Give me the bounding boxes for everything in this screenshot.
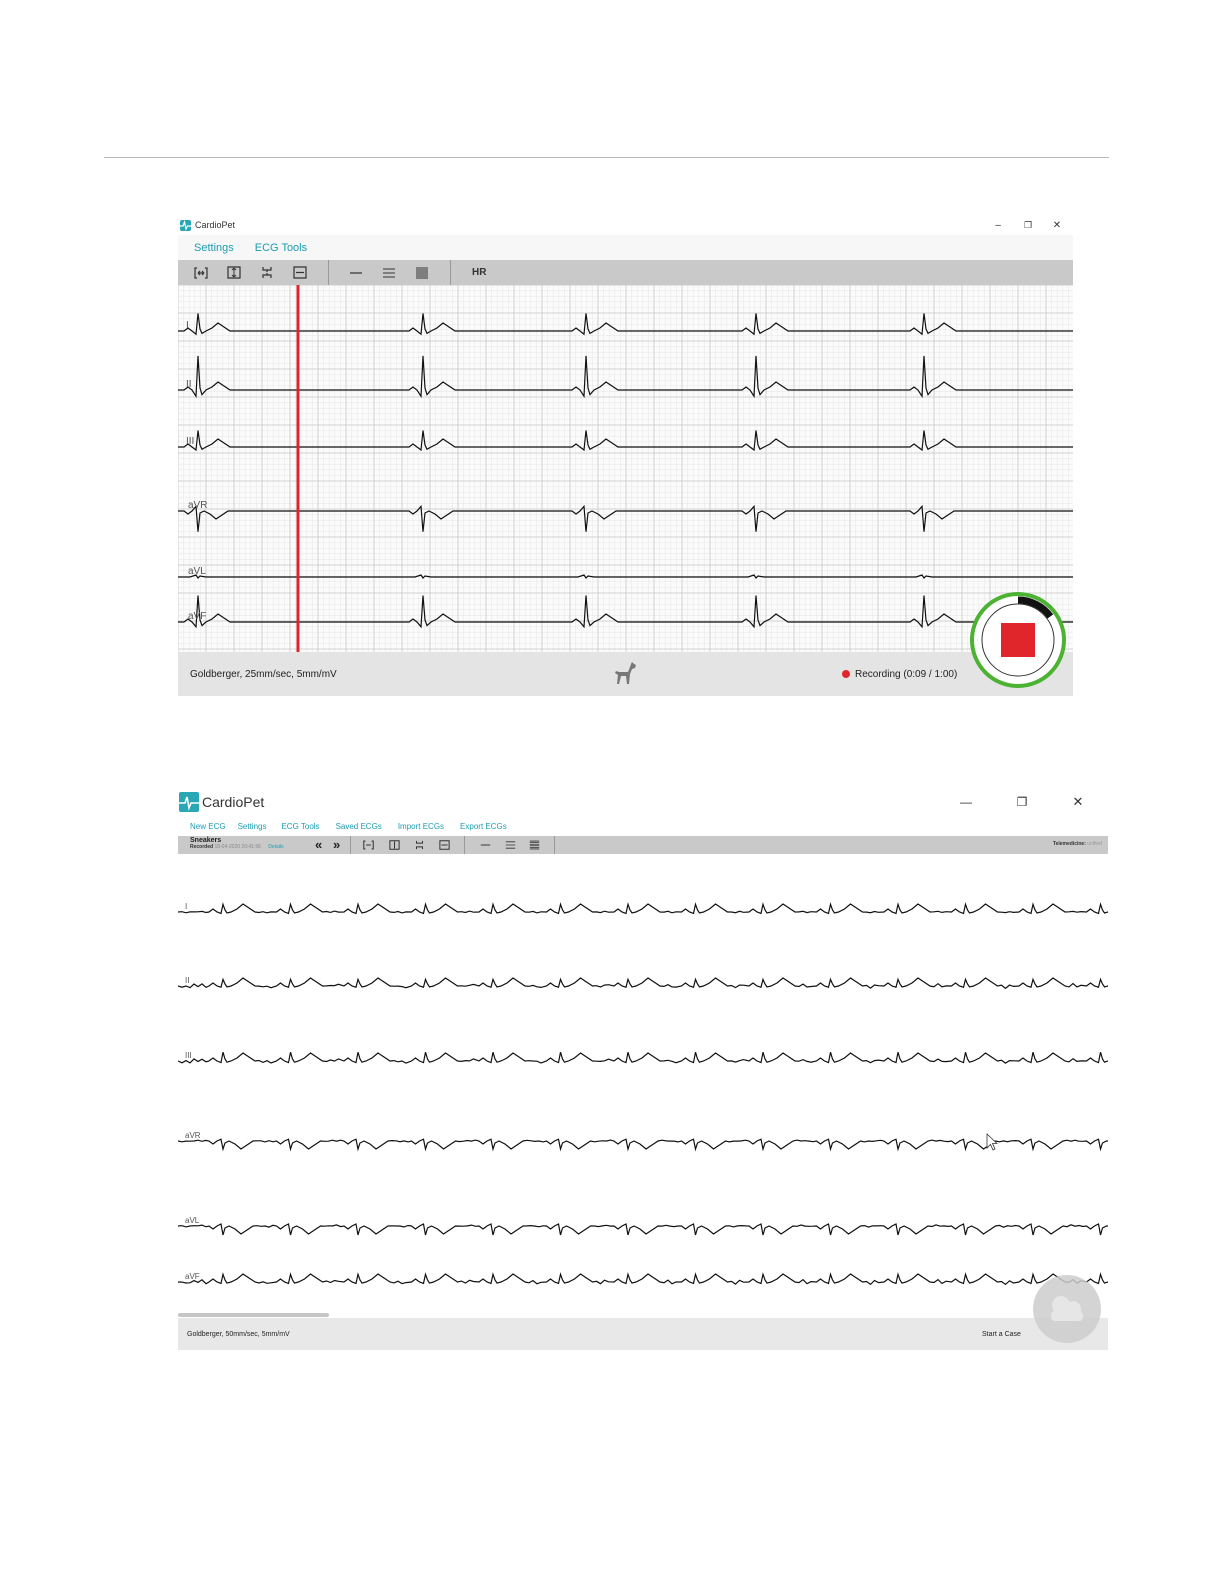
fit-height-icon[interactable] [223, 263, 245, 283]
lead-label: aVR [185, 1131, 201, 1140]
minimize-button[interactable]: — [960, 795, 972, 809]
close-button[interactable]: ✕ [1052, 219, 1062, 231]
toolbar-separator [328, 260, 329, 285]
lead-label: III [185, 1051, 192, 1060]
menu-settings[interactable]: Settings [194, 241, 234, 254]
stop-recording-button[interactable] [968, 590, 1068, 690]
expand-vertical-icon[interactable] [439, 840, 450, 850]
hr-button[interactable]: HR [472, 267, 487, 278]
app-title: CardioPet [202, 794, 265, 810]
toolbar [178, 260, 1073, 285]
lead-label: aVL [185, 1216, 200, 1225]
single-line-icon[interactable] [345, 263, 367, 283]
menu-import-ecgs[interactable]: Import ECGs [397, 821, 445, 831]
next-ecg-button[interactable]: » [333, 837, 341, 852]
compress-vertical-icon[interactable] [256, 263, 278, 283]
lead-label: II [185, 976, 190, 985]
title-bar [178, 215, 1073, 235]
compress-vertical-icon[interactable] [415, 840, 424, 850]
patient-info [190, 837, 284, 851]
details-link[interactable]: Details [268, 844, 284, 850]
minimize-button[interactable]: – [995, 219, 1001, 231]
menu-bar [178, 235, 1073, 260]
ecg-trace-lead-iii [178, 1052, 1108, 1063]
ecg-trace-lead-ii [178, 978, 1108, 988]
app-logo-icon [179, 792, 199, 812]
single-line-icon[interactable] [480, 841, 491, 849]
start-case-button[interactable]: Start a Case [982, 1330, 1021, 1338]
recorded-value: 18-04-2020 20:41:56 [214, 844, 261, 850]
menu-saved-ecgs[interactable]: Saved ECGs [335, 821, 382, 831]
six-lines-icon[interactable] [529, 840, 540, 850]
case-icon [1033, 1275, 1101, 1343]
telemedicine-status [1053, 841, 1102, 847]
status-bar [178, 652, 1073, 696]
expand-vertical-icon[interactable] [289, 263, 311, 283]
lead-label: aVL [188, 566, 206, 577]
status-bar [178, 1318, 1108, 1350]
lead-label: aVR [188, 500, 208, 511]
menu-ecg-tools[interactable]: ECG Tools [281, 821, 320, 831]
fit-width-icon[interactable] [190, 263, 212, 283]
dog-icon [611, 659, 639, 690]
cardiopet-window-recording [178, 215, 1073, 696]
menu-new-ecg[interactable]: New ECG [190, 821, 226, 831]
app-logo-icon [180, 220, 191, 231]
ecg-trace-lead-avl [178, 1224, 1108, 1235]
recorded-label: Recorded [190, 844, 214, 850]
menu-ecg-tools[interactable]: ECG Tools [254, 241, 308, 254]
cardiopet-window-review [178, 788, 1108, 1350]
patient-name: Sneakers [190, 837, 222, 844]
toolbar-separator [464, 836, 465, 854]
toolbar-separator [450, 260, 451, 285]
ecg-grid-recording [178, 285, 1073, 652]
telemedicine-value: unified [1087, 841, 1102, 847]
toolbar [178, 836, 1108, 854]
case-fab-button[interactable] [1033, 1275, 1101, 1343]
lead-label: II [186, 379, 192, 390]
six-lines-icon[interactable] [411, 263, 433, 283]
ecg-trace-lead-avf [178, 1274, 1108, 1284]
three-lines-icon[interactable] [505, 841, 516, 849]
app-title: CardioPet [195, 220, 236, 230]
menu-export-ecgs[interactable]: Export ECGs [460, 821, 507, 831]
fit-height-icon[interactable] [389, 840, 400, 850]
close-button[interactable]: ✕ [1072, 794, 1084, 809]
lead-label: III [186, 436, 195, 447]
display-settings-text: Goldberger, 25mm/sec, 5mm/mV [190, 668, 337, 680]
previous-ecg-button[interactable]: « [315, 837, 323, 852]
restore-button[interactable]: ❐ [1023, 219, 1033, 230]
display-settings-text: Goldberger, 50mm/sec, 5mm/mV [187, 1330, 290, 1338]
ecg-traces-review [178, 854, 1108, 1306]
ecg-trace-lead-avr [178, 1139, 1108, 1149]
lead-label: aVF [185, 1272, 200, 1281]
recording-status: Recording (0:09 / 1:00) [855, 668, 958, 680]
mouse-pointer-icon [986, 1133, 998, 1152]
telemedicine-label: Telemedicine: [1052, 841, 1086, 847]
three-lines-icon[interactable] [378, 263, 400, 283]
restore-button[interactable]: ❐ [1016, 795, 1028, 809]
lead-label: aVF [188, 611, 207, 622]
stop-icon [1001, 623, 1035, 657]
toolbar-separator [554, 836, 555, 854]
menu-settings[interactable]: Settings [237, 821, 267, 831]
menu-bar [178, 816, 1108, 836]
lead-label: I [186, 320, 189, 331]
recording-indicator-icon [842, 670, 850, 678]
page-divider [104, 157, 1109, 158]
fit-width-icon[interactable] [363, 840, 374, 850]
lead-label: I [185, 902, 188, 911]
ecg-trace-lead-i [178, 904, 1108, 913]
toolbar-separator [350, 836, 351, 854]
horizontal-scrollbar[interactable] [178, 1313, 329, 1317]
